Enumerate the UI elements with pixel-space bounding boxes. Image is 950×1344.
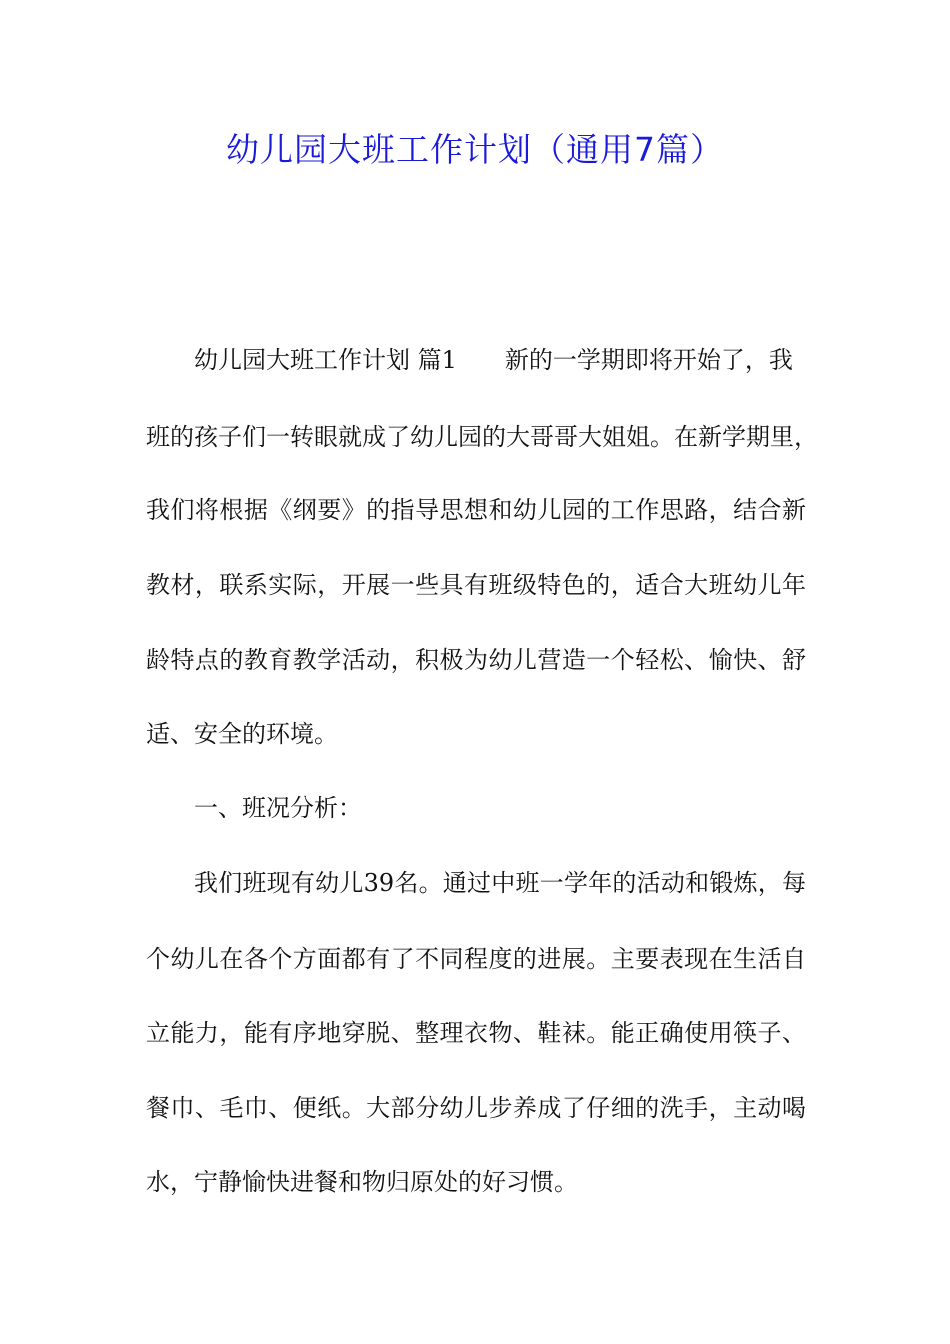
subsection-heading: 一、班况分析： — [194, 794, 362, 822]
paragraph-line: 教材，联系实际，开展一些具有班级特色的，适合大班幼儿年 — [146, 571, 806, 599]
paragraph-line: 水，宁静愉快进餐和物归原处的好习惯。 — [146, 1168, 578, 1196]
paragraph-line: 龄特点的教育教学活动，积极为幼儿营造一个轻松、愉快、舒 — [146, 646, 806, 674]
line-text: 新的一学期即将开始了，我 — [504, 346, 793, 374]
paragraph-line: 班的孩子们一转眼就成了幼儿园的大哥哥大姐姐。在新学期里， — [146, 423, 818, 451]
paragraph-line: 餐巾、毛巾、便纸。大部分幼儿步养成了仔细的洗手，主动喝 — [146, 1094, 806, 1122]
paragraph-line: 我们将根据《纲要》的指导思想和幼儿园的工作思路，结合新 — [146, 496, 806, 524]
section-heading: 幼儿园大班工作计划 篇1 — [194, 346, 457, 374]
document-title: 幼儿园大班工作计划（通用7篇） — [226, 130, 724, 169]
paragraph-line: 个幼儿在各个方面都有了不同程度的进展。主要表现在生活自 — [146, 945, 806, 973]
paragraph-line: 立能力，能有序地穿脱、整理衣物、鞋袜。能正确使用筷子、 — [146, 1019, 806, 1047]
paragraph-line — [194, 340, 806, 380]
paragraph-line: 我们班现有幼儿39名。通过中班一学年的活动和锻炼，每 — [194, 869, 806, 897]
paragraph-line: 适、安全的环境。 — [146, 720, 338, 748]
